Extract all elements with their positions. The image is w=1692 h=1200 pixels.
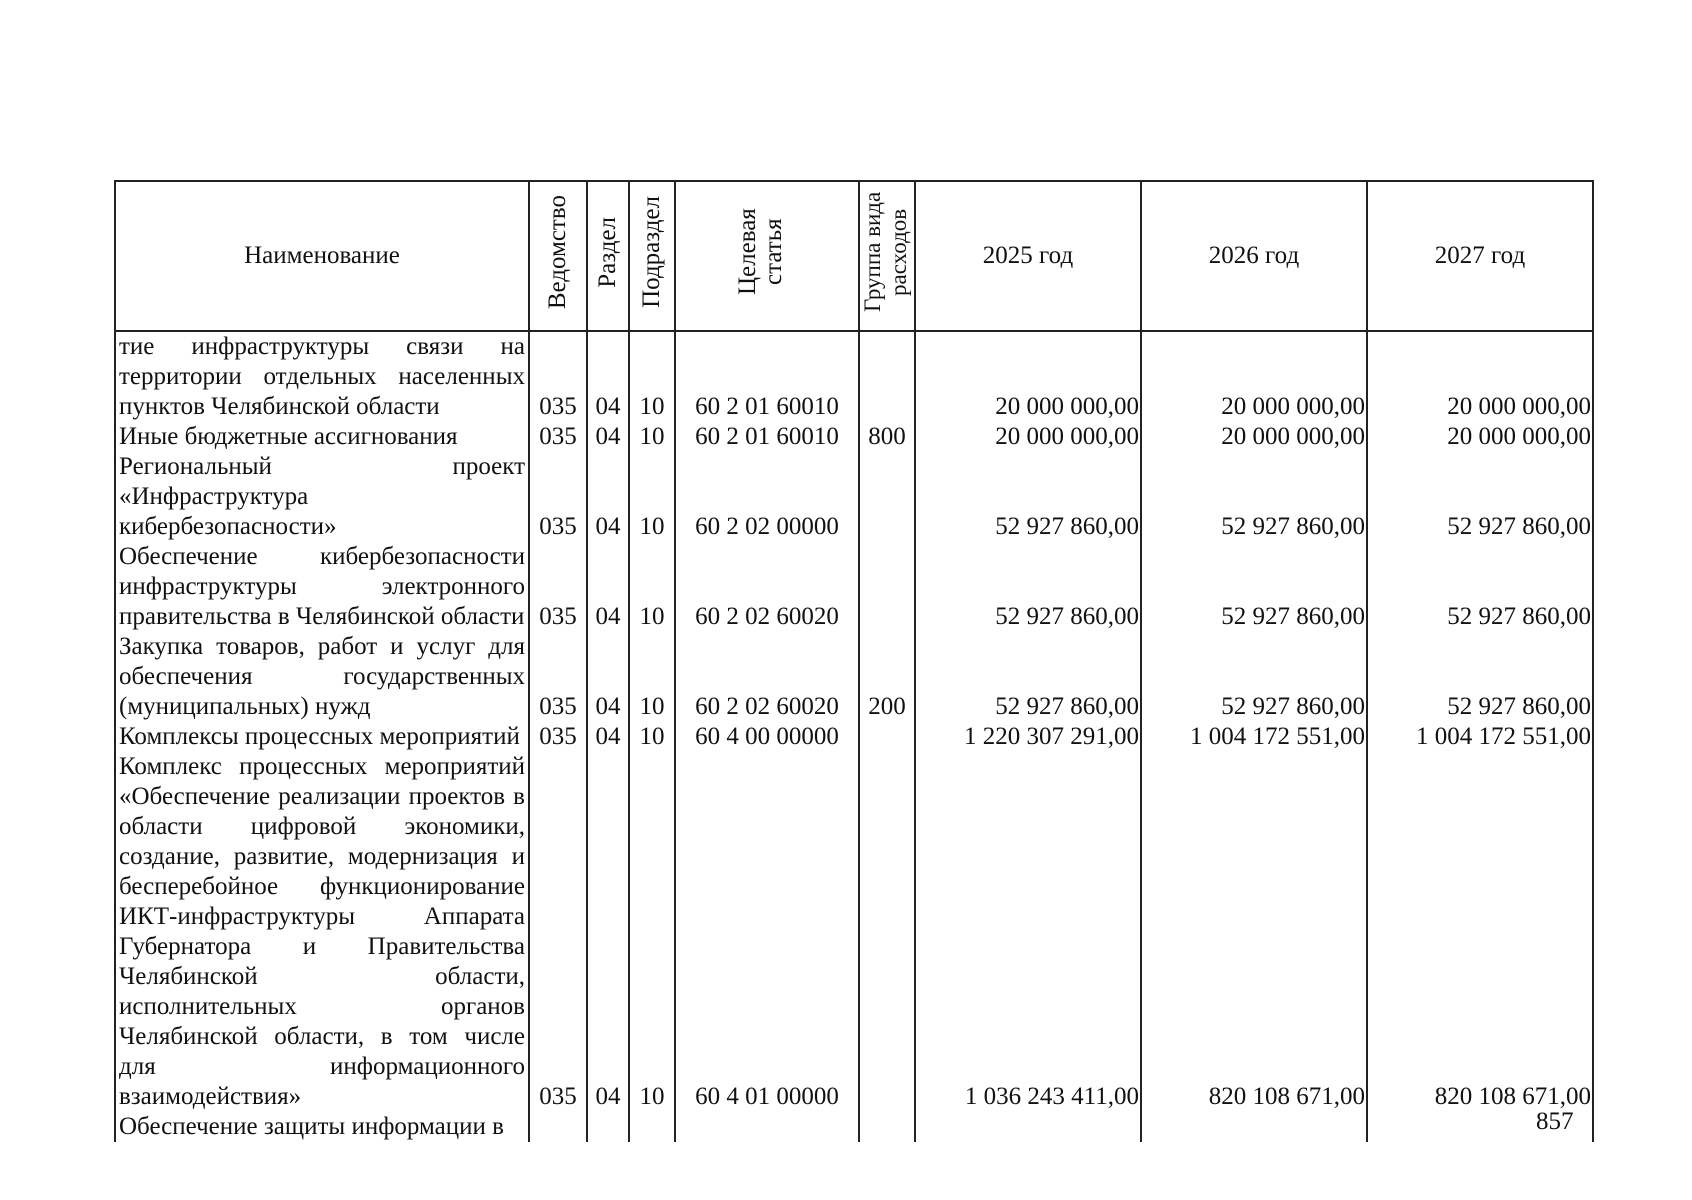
row-2025: 20 000 000,00 [915, 331, 1141, 422]
row-target-article: 60 2 01 60010 [675, 422, 859, 452]
row-target-article: 60 2 02 60020 [675, 542, 859, 632]
table-row [115, 331, 1593, 422]
row-name: тие инфраструктуры связи на территории отдельных населенных пунктов Челябинской области [115, 331, 529, 422]
table-row [115, 452, 1593, 542]
row-subsection: 10 [629, 542, 675, 632]
row-name: Закупка товаров, работ и услуг для обеспечения государственных (муниципальных) нужд [115, 632, 529, 722]
row-name: Обеспечение кибербезопасности инфраструктуры электронного правительства в Челябинской области [115, 542, 529, 632]
row-expense-group [859, 722, 915, 752]
row-subsection: 10 [629, 722, 675, 752]
row-name: Комплекс процессных мероприятий «Обеспечение реализации проектов в области цифровой экономики, создание, развитие, модернизация и бесперебойное функционирование ИКТ-инфраструктуры Аппарата Губернатора и Правительства Челябинской области, исполнительных органов Челябинской области, в том числе для информационного взаимодействия» [115, 752, 529, 1112]
row-department: 035 [529, 542, 587, 632]
row-department [529, 1112, 587, 1142]
row-section: 04 [587, 422, 629, 452]
table-row [115, 542, 1593, 632]
row-2025: 1 220 307 291,00 [915, 722, 1141, 752]
row-2025: 52 927 860,00 [915, 632, 1141, 722]
row-target-article [675, 1112, 859, 1142]
row-2025 [915, 1112, 1141, 1142]
row-department: 035 [529, 331, 587, 422]
row-2026: 1 004 172 551,00 [1141, 722, 1367, 752]
row-2026: 820 108 671,00 [1141, 752, 1367, 1112]
row-subsection: 10 [629, 331, 675, 422]
row-subsection: 10 [629, 422, 675, 452]
row-department: 035 [529, 722, 587, 752]
row-expense-group [859, 752, 915, 1112]
row-section [587, 1112, 629, 1142]
row-section: 04 [587, 542, 629, 632]
row-expense-group: 800 [859, 422, 915, 452]
row-name: Иные бюджетные ассигнования [115, 422, 529, 452]
row-section: 04 [587, 752, 629, 1112]
header-target-article: Целевая статья [675, 181, 859, 331]
header-name: Наименование [115, 181, 529, 331]
header-subsection: Подраздел [629, 181, 675, 331]
row-2026: 52 927 860,00 [1141, 452, 1367, 542]
header-2027: 2027 год [1367, 181, 1593, 331]
table-row [115, 752, 1593, 1112]
row-name: Обеспечение защиты информации в [115, 1112, 529, 1142]
row-target-article: 60 2 02 60020 [675, 632, 859, 722]
row-department: 035 [529, 452, 587, 542]
row-subsection: 10 [629, 752, 675, 1112]
row-2025: 20 000 000,00 [915, 422, 1141, 452]
row-2027: 20 000 000,00 [1367, 422, 1593, 452]
row-2025: 52 927 860,00 [915, 452, 1141, 542]
row-expense-group [859, 542, 915, 632]
row-2026: 20 000 000,00 [1141, 422, 1367, 452]
row-target-article: 60 4 01 00000 [675, 752, 859, 1112]
row-expense-group [859, 452, 915, 542]
table-row [115, 722, 1593, 752]
row-2026: 20 000 000,00 [1141, 331, 1367, 422]
row-department: 035 [529, 422, 587, 452]
row-2026 [1141, 1112, 1367, 1142]
row-department: 035 [529, 632, 587, 722]
row-expense-group [859, 331, 915, 422]
row-2025: 52 927 860,00 [915, 542, 1141, 632]
row-department: 035 [529, 752, 587, 1112]
row-subsection: 10 [629, 632, 675, 722]
row-2027: 820 108 671,00 [1367, 752, 1593, 1112]
header-section: Раздел [587, 181, 629, 331]
row-2027: 1 004 172 551,00 [1367, 722, 1593, 752]
row-section: 04 [587, 331, 629, 422]
row-name: Региональный проект «Инфраструктура кибербезопасности» [115, 452, 529, 542]
table-row [115, 632, 1593, 722]
header-department: Ведомство [529, 181, 587, 331]
budget-table [114, 180, 1594, 1142]
row-target-article: 60 2 01 60010 [675, 331, 859, 422]
row-2027: 52 927 860,00 [1367, 632, 1593, 722]
header-2025: 2025 год [915, 181, 1141, 331]
table-row [115, 422, 1593, 452]
row-section: 04 [587, 722, 629, 752]
row-subsection [629, 1112, 675, 1142]
page-number: 857 [1536, 1108, 1574, 1135]
row-2027: 52 927 860,00 [1367, 452, 1593, 542]
row-2026: 52 927 860,00 [1141, 542, 1367, 632]
row-2027: 20 000 000,00 [1367, 331, 1593, 422]
header-2026: 2026 год [1141, 181, 1367, 331]
row-section: 04 [587, 632, 629, 722]
row-2027: 52 927 860,00 [1367, 542, 1593, 632]
row-section: 04 [587, 452, 629, 542]
row-name: Комплексы процессных мероприятий [115, 722, 529, 752]
row-target-article: 60 4 00 00000 [675, 722, 859, 752]
row-target-article: 60 2 02 00000 [675, 452, 859, 542]
row-expense-group: 200 [859, 632, 915, 722]
table-row [115, 1112, 1593, 1142]
row-2025: 1 036 243 411,00 [915, 752, 1141, 1112]
row-subsection: 10 [629, 452, 675, 542]
header-expense-group: Группа вида расходов [859, 181, 915, 331]
row-2026: 52 927 860,00 [1141, 632, 1367, 722]
row-expense-group [859, 1112, 915, 1142]
header-row [115, 181, 1593, 331]
